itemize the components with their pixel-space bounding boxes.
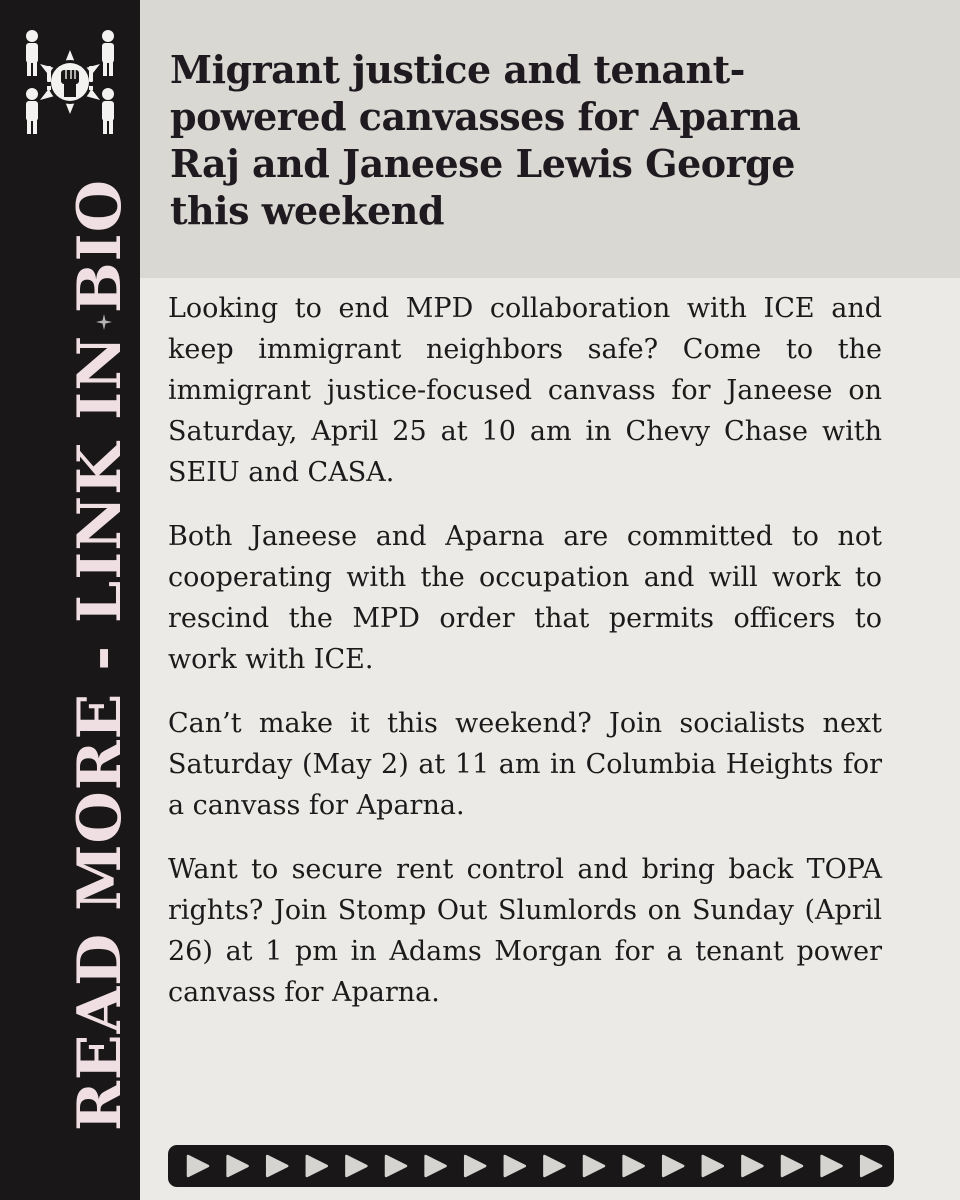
play-arrow-icon — [346, 1156, 366, 1176]
play-arrow-icon — [465, 1156, 485, 1176]
play-arrow-icon — [386, 1156, 406, 1176]
play-arrow-icon — [505, 1156, 525, 1176]
play-arrow-icon — [584, 1156, 604, 1176]
sidebar — [0, 0, 140, 1200]
paragraph-commitment: Both Janeese and Aparna are committed to not cooperating with the occupation and will work to rescind the MPD order that permits officers to work with ICE. — [168, 521, 882, 675]
play-arrow-icon — [307, 1156, 327, 1176]
read-more-link-text: READ MORE - LINK IN BIO — [65, 178, 135, 1131]
play-arrow-icon — [624, 1156, 644, 1176]
play-arrow-icon — [544, 1156, 564, 1176]
paragraph-next-saturday: Can’t make it this weekend? Join socialists next Saturday (May 2) at 11 am in Columbia Heights for a canvass for Aparna. — [168, 708, 882, 821]
play-arrow-icon — [228, 1156, 248, 1176]
raised-fist-icon — [18, 26, 122, 136]
paragraph-tenant-canvass: Want to secure rent control and bring back TOPA rights? Join Stomp Out Slumlords on Sunday (April 26) at 1 pm in Adams Morgan for a tenant power canvass for Aparna. — [168, 854, 882, 1008]
play-arrow-icon — [782, 1156, 802, 1176]
arrow-row — [168, 1145, 894, 1187]
play-arrow-icon — [703, 1156, 723, 1176]
body-text — [168, 288, 882, 1036]
play-arrow-icon — [426, 1156, 446, 1176]
play-arrow-icon — [822, 1156, 842, 1176]
arrow-bar — [168, 1145, 894, 1187]
play-arrow-icon — [861, 1156, 881, 1176]
page-title: Migrant justice and tenant-powered canvasses for Aparna Raj and Janeese Lewis George this weekend — [170, 47, 801, 233]
play-arrow-icon — [742, 1156, 762, 1176]
play-arrow-icon — [188, 1156, 208, 1176]
play-arrow-icon — [663, 1156, 683, 1176]
play-arrow-icon — [267, 1156, 287, 1176]
paragraph-immigrant-canvass: Looking to end MPD collaboration with ICE and keep immigrant neighbors safe? Come to the immigrant justice-focused canvass for Janeese on Saturday, April 25 at 10 am in Chevy Chase with SEIU and CASA. — [168, 293, 882, 488]
